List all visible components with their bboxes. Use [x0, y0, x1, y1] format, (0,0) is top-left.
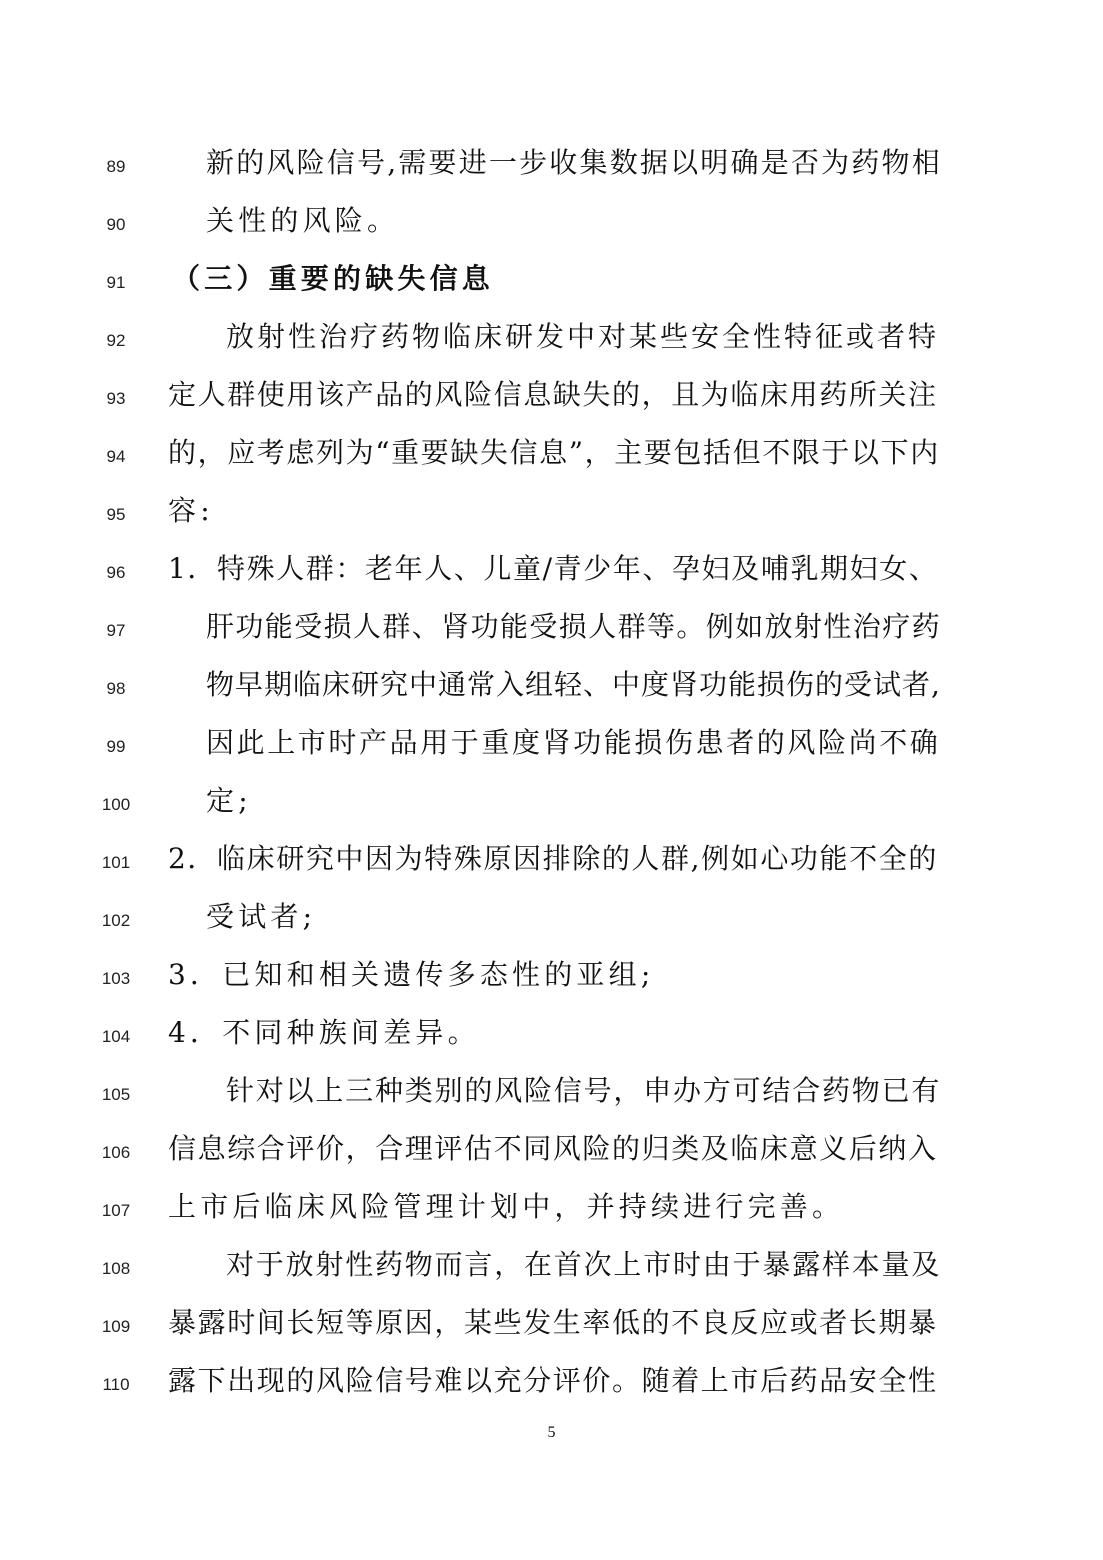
line-text: 受试者; — [206, 900, 317, 933]
line-number: 90 — [106, 215, 126, 234]
line-text: 上市后临床风险管理计划中，并持续进行完善。 — [168, 1190, 845, 1223]
line-106 — [0, 1121, 1103, 1179]
line-number: 104 — [101, 1027, 131, 1046]
list-item-1: 1．特殊人群：老年人、儿童/青少年、孕妇及哺乳期妇女、 — [168, 552, 939, 585]
line-104 — [0, 1005, 1103, 1063]
line-number: 99 — [106, 737, 126, 756]
line-108 — [0, 1237, 1103, 1295]
line-number: 93 — [106, 389, 126, 408]
line-text: 对于放射性药物而言，在首次上市时由于暴露样本量及 — [226, 1248, 942, 1281]
line-text: 新的风险信号,需要进一步收集数据以明确是否为药物相 — [206, 146, 942, 179]
line-number: 96 — [106, 563, 126, 582]
line-text: 定; — [206, 784, 252, 817]
list-item-3: 3．已知和相关遗传多态性的亚组; — [168, 958, 655, 991]
line-number: 91 — [106, 273, 126, 292]
line-number: 94 — [106, 447, 126, 466]
line-95 — [0, 483, 1103, 541]
line-92 — [0, 309, 1103, 367]
line-96 — [0, 541, 1103, 599]
list-item-2: 2．临床研究中因为特殊原因排除的人群,例如心功能不全的 — [168, 842, 938, 875]
line-number: 102 — [101, 911, 131, 930]
line-number: 105 — [101, 1085, 131, 1104]
list-item-4: 4．不同种族间差异。 — [168, 1016, 480, 1049]
line-103 — [0, 947, 1103, 1005]
line-102 — [0, 889, 1103, 947]
line-98 — [0, 657, 1103, 715]
line-107 — [0, 1179, 1103, 1237]
line-number: 101 — [101, 853, 131, 872]
line-number: 110 — [102, 1375, 130, 1394]
line-number: 107 — [101, 1201, 131, 1220]
line-110 — [0, 1353, 1103, 1411]
line-text: 物早期临床研究中通常入组轻、中度肾功能损伤的受试者, — [206, 668, 941, 701]
line-number: 98 — [106, 679, 126, 698]
line-100 — [0, 773, 1103, 831]
line-105 — [0, 1063, 1103, 1121]
line-number: 108 — [101, 1259, 131, 1278]
line-number: 95 — [106, 505, 126, 524]
line-text: 肝功能受损人群、肾功能受损人群等。例如放射性治疗药 — [206, 610, 942, 643]
line-94 — [0, 425, 1103, 483]
line-text: 容: — [168, 494, 214, 527]
line-90 — [0, 193, 1103, 251]
line-text: 定人群使用该产品的风险信息缺失的，且为临床用药所关注 — [168, 378, 938, 411]
line-text: 暴露时间长短等原因，某些发生率低的不良反应或者长期暴 — [168, 1306, 938, 1339]
page-number: 5 — [547, 1424, 556, 1441]
line-93 — [0, 367, 1103, 425]
line-number: 100 — [101, 795, 131, 814]
line-text: 露下出现的风险信号难以充分评价。随着上市后药品安全性 — [168, 1364, 938, 1397]
line-number: 106 — [101, 1143, 131, 1162]
line-number: 103 — [101, 969, 131, 988]
line-99 — [0, 715, 1103, 773]
line-97 — [0, 599, 1103, 657]
line-text: 因此上市时产品用于重度肾功能损伤患者的风险尚不确 — [206, 726, 941, 759]
line-text: 关性的风险。 — [206, 204, 400, 237]
line-text: 信息综合评价，合理评估不同风险的归类及临床意义后纳入 — [168, 1132, 938, 1165]
line-number: 109 — [101, 1317, 131, 1336]
line-number: 97 — [106, 621, 126, 640]
line-91 — [0, 251, 1103, 309]
line-number: 92 — [106, 331, 126, 350]
section-heading: （三）重要的缺失信息 — [172, 262, 495, 295]
line-text: 的，应考虑列为“重要缺失信息”，主要包括但不限于以下内 — [168, 436, 940, 469]
line-89 — [0, 135, 1103, 193]
line-number: 89 — [106, 157, 126, 176]
line-101 — [0, 831, 1103, 889]
line-text: 针对以上三种类别的风险信号，申办方可结合药物已有 — [226, 1074, 942, 1107]
line-text: 放射性治疗药物临床研发中对某些安全性特征或者特 — [226, 320, 940, 353]
line-109 — [0, 1295, 1103, 1353]
